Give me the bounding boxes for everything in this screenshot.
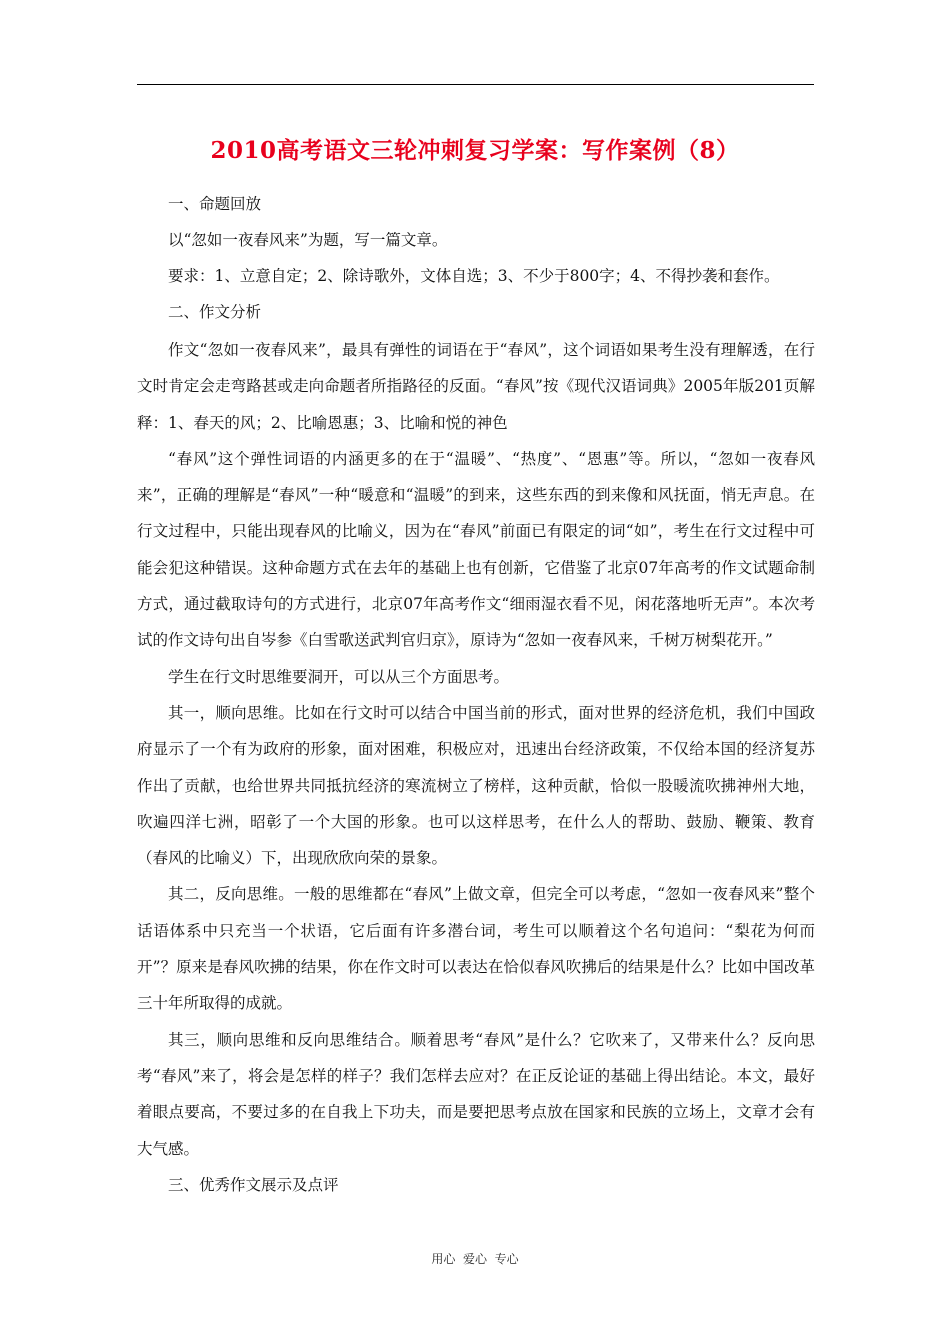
document-body bbox=[137, 186, 815, 1203]
prompt-text: 以“忽如一夜春风来”为题，写一篇文章。 bbox=[168, 231, 448, 249]
section-heading-2: 二、作文分析 bbox=[168, 303, 262, 321]
requirements-text: 要求：1、立意自定；2、除诗歌外，文体自选；3、不少于800字；4、不得抄袭和套作。 bbox=[168, 267, 780, 285]
document-title: 2010高考语文三轮冲刺复习学案：写作案例（8） bbox=[210, 137, 740, 164]
analysis-paragraph-5: 其二，反向思维。一般的思维都在“春风”上做文章，但完全可以考虑，“忽如一夜春风来”整个话语体系中只充当一个状语，它后面有许多潜台词，考生可以顺着这个名句追问：“梨花为何而开”？原来是春风吹拂的结果，你在作文时可以表达在恰似春风吹拂后的结果是什么？比如中国改革三十年所取得的成就。 bbox=[137, 885, 815, 1013]
analysis-paragraph-2: “春风”这个弹性词语的内涵更多的在于“温暖”、“热度”、“恩惠”等。所以，“忽如一夜春风来”，正确的理解是“春风”一种“暖意和“温暖”的到来，这些东西的到来像和风抚面，悄无声息。在行文过程中，只能出现春风的比喻义，因为在“春风”前面已有限定的词“如”，考生在行文过程中可能会犯这种错误。这种命题方式在去年的基础上也有创新，它借鉴了北京07年高考的作文试题命制方式，通过截取诗句的方式进行，北京07年高考作文“细雨湿衣看不见，闲花落地听无声”。本次考试的作文诗句出自岑参《白雪歌送武判官归京》，原诗为“忽如一夜春风来，千树万树梨花开。” bbox=[137, 449, 815, 650]
analysis-paragraph-4: 其一，顺向思维。比如在行文时可以结合中国当前的形式，面对世界的经济危机，我们中国政府显示了一个有为政府的形象，面对困难，积极应对，迅速出台经济政策，不仅给本国的经济复苏作出了贡献，也给世界共同抵抗经济的寒流树立了榜样，这种贡献，恰似一股暖流吹拂神州大地，吹遍四洋七洲，昭彰了一个大国的形象。也可以这样思考，在什么人的帮助、鼓励、鞭策、教育（春风的比喻义）下，出现欣欣向荣的景象。 bbox=[137, 703, 815, 868]
analysis-paragraph-1: 作文“忽如一夜春风来”，最具有弹性的词语在于“春风”，这个词语如果考生没有理解透，在行文时肯定会走弯路甚或走向命题者所指路径的反面。“春风”按《现代汉语词典》2005年版201页解释：1、春天的风；2、比喻恩惠；3、比喻和悦的神色 bbox=[137, 341, 815, 432]
header-rule bbox=[137, 84, 814, 85]
section-heading-3: 三、优秀作文展示及点评 bbox=[168, 1175, 339, 1194]
page-footer: 用心 爱心 专心 bbox=[431, 1252, 519, 1266]
analysis-paragraph-6: 其三，顺向思维和反向思维结合。顺着思考“春风”是什么？它吹来了，又带来什么？反向思考“春风”来了，将会是怎样的样子？我们怎样去应对？在正反论证的基础上得出结论。本文，最好着眼点要高，不要过多的在自我上下功夫，而是要把思考点放在国家和民族的立场上，文章才会有大气感。 bbox=[137, 1030, 815, 1158]
analysis-paragraph-3: 学生在行文时思维要洞开，可以从三个方面思考。 bbox=[168, 667, 510, 686]
section-heading-1: 一、命题回放 bbox=[168, 195, 262, 213]
